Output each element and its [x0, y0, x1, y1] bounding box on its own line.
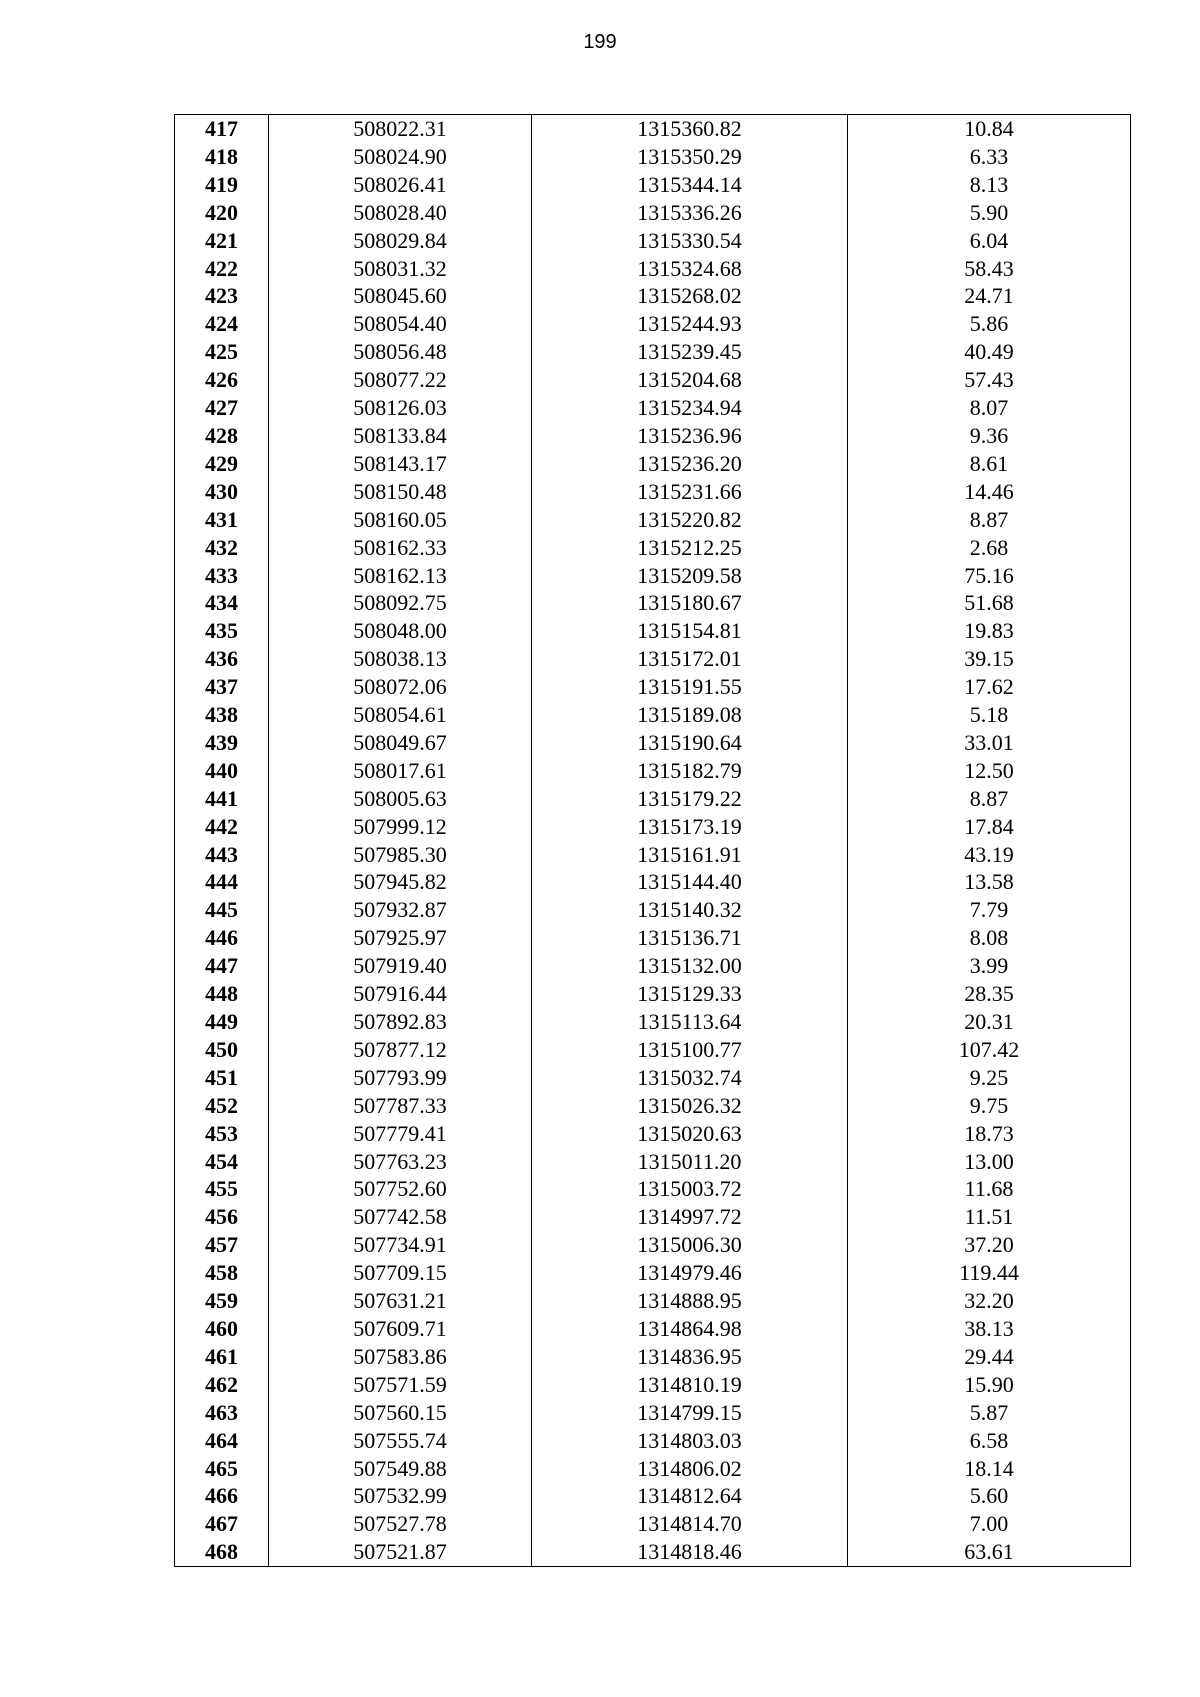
x-coordinate-cell: 508017.61: [269, 757, 532, 785]
point-number-cell: 438: [175, 701, 269, 729]
table-row: [175, 338, 1131, 366]
point-number-cell: 440: [175, 757, 269, 785]
table-row: [175, 645, 1131, 673]
y-coordinate-cell: 1314836.95: [532, 1343, 848, 1371]
table-row: [175, 1538, 1131, 1566]
y-coordinate-cell: 1314799.15: [532, 1399, 848, 1427]
distance-cell: 57.43: [848, 366, 1131, 394]
x-coordinate-cell: 507549.88: [269, 1455, 532, 1483]
point-number-cell: 466: [175, 1482, 269, 1510]
point-number-cell: 418: [175, 143, 269, 171]
point-number-cell: 464: [175, 1427, 269, 1455]
point-number-cell: 439: [175, 729, 269, 757]
point-number-cell: 468: [175, 1538, 269, 1566]
y-coordinate-cell: 1314814.70: [532, 1510, 848, 1538]
x-coordinate-cell: 508077.22: [269, 366, 532, 394]
x-coordinate-cell: 507892.83: [269, 1008, 532, 1036]
distance-cell: 39.15: [848, 645, 1131, 673]
y-coordinate-cell: 1315172.01: [532, 645, 848, 673]
distance-cell: 6.04: [848, 227, 1131, 255]
x-coordinate-cell: 507560.15: [269, 1399, 532, 1427]
distance-cell: 7.79: [848, 896, 1131, 924]
table-row: [175, 506, 1131, 534]
y-coordinate-cell: 1315100.77: [532, 1036, 848, 1064]
table-row: [175, 785, 1131, 813]
y-coordinate-cell: 1315231.66: [532, 478, 848, 506]
distance-cell: 5.90: [848, 199, 1131, 227]
distance-cell: 12.50: [848, 757, 1131, 785]
distance-cell: 63.61: [848, 1538, 1131, 1566]
distance-cell: 29.44: [848, 1343, 1131, 1371]
distance-cell: 107.42: [848, 1036, 1131, 1064]
y-coordinate-cell: 1315244.93: [532, 310, 848, 338]
table-row: [175, 1175, 1131, 1203]
x-coordinate-cell: 508005.63: [269, 785, 532, 813]
distance-cell: 51.68: [848, 589, 1131, 617]
x-coordinate-cell: 507932.87: [269, 896, 532, 924]
point-number-cell: 429: [175, 450, 269, 478]
distance-cell: 8.87: [848, 506, 1131, 534]
table-row: [175, 1064, 1131, 1092]
table-row: [175, 1259, 1131, 1287]
distance-cell: 8.13: [848, 171, 1131, 199]
table-row: [175, 1008, 1131, 1036]
table-row: [175, 478, 1131, 506]
point-number-cell: 462: [175, 1371, 269, 1399]
y-coordinate-cell: 1315360.82: [532, 115, 848, 143]
point-number-cell: 455: [175, 1175, 269, 1203]
x-coordinate-cell: 507787.33: [269, 1092, 532, 1120]
table-row: [175, 924, 1131, 952]
x-coordinate-cell: 508022.31: [269, 115, 532, 143]
x-coordinate-cell: 507919.40: [269, 952, 532, 980]
table-row: [175, 1371, 1131, 1399]
x-coordinate-cell: 507571.59: [269, 1371, 532, 1399]
x-coordinate-cell: 508031.32: [269, 255, 532, 283]
page-number: 199: [583, 31, 617, 53]
table-row: [175, 896, 1131, 924]
point-number-cell: 461: [175, 1343, 269, 1371]
x-coordinate-cell: 507631.21: [269, 1287, 532, 1315]
y-coordinate-cell: 1315236.20: [532, 450, 848, 478]
x-coordinate-cell: 508133.84: [269, 422, 532, 450]
distance-cell: 8.87: [848, 785, 1131, 813]
y-coordinate-cell: 1315234.94: [532, 394, 848, 422]
table-row: [175, 534, 1131, 562]
x-coordinate-cell: 508049.67: [269, 729, 532, 757]
point-number-cell: 453: [175, 1120, 269, 1148]
table-row: [175, 143, 1131, 171]
x-coordinate-cell: 507609.71: [269, 1315, 532, 1343]
table-row: [175, 1510, 1131, 1538]
point-number-cell: 445: [175, 896, 269, 924]
distance-cell: 38.13: [848, 1315, 1131, 1343]
y-coordinate-cell: 1315154.81: [532, 617, 848, 645]
table-row: [175, 980, 1131, 1008]
point-number-cell: 456: [175, 1203, 269, 1231]
table-row: [175, 813, 1131, 841]
point-number-cell: 437: [175, 673, 269, 701]
y-coordinate-cell: 1315330.54: [532, 227, 848, 255]
y-coordinate-cell: 1315161.91: [532, 841, 848, 869]
x-coordinate-cell: 508092.75: [269, 589, 532, 617]
point-number-cell: 457: [175, 1231, 269, 1259]
point-number-cell: 425: [175, 338, 269, 366]
y-coordinate-cell: 1315189.08: [532, 701, 848, 729]
distance-cell: 17.62: [848, 673, 1131, 701]
point-number-cell: 422: [175, 255, 269, 283]
table-row: [175, 1482, 1131, 1510]
y-coordinate-cell: 1315268.02: [532, 282, 848, 310]
point-number-cell: 426: [175, 366, 269, 394]
x-coordinate-cell: 507752.60: [269, 1175, 532, 1203]
y-coordinate-cell: 1315336.26: [532, 199, 848, 227]
table-row: [175, 310, 1131, 338]
x-coordinate-cell: 508038.13: [269, 645, 532, 673]
point-number-cell: 433: [175, 562, 269, 590]
distance-cell: 7.00: [848, 1510, 1131, 1538]
x-coordinate-cell: 507742.58: [269, 1203, 532, 1231]
table-row: [175, 394, 1131, 422]
distance-cell: 10.84: [848, 115, 1131, 143]
x-coordinate-cell: 507583.86: [269, 1343, 532, 1371]
point-number-cell: 463: [175, 1399, 269, 1427]
y-coordinate-cell: 1315180.67: [532, 589, 848, 617]
distance-cell: 3.99: [848, 952, 1131, 980]
y-coordinate-cell: 1314803.03: [532, 1427, 848, 1455]
distance-cell: 24.71: [848, 282, 1131, 310]
table-row: [175, 282, 1131, 310]
y-coordinate-cell: 1315324.68: [532, 255, 848, 283]
point-number-cell: 447: [175, 952, 269, 980]
y-coordinate-cell: 1314810.19: [532, 1371, 848, 1399]
table-row: [175, 757, 1131, 785]
y-coordinate-cell: 1314997.72: [532, 1203, 848, 1231]
distance-cell: 11.68: [848, 1175, 1131, 1203]
distance-cell: 5.60: [848, 1482, 1131, 1510]
point-number-cell: 443: [175, 841, 269, 869]
y-coordinate-cell: 1315136.71: [532, 924, 848, 952]
distance-cell: 75.16: [848, 562, 1131, 590]
table-row: [175, 115, 1131, 143]
y-coordinate-cell: 1315209.58: [532, 562, 848, 590]
point-number-cell: 435: [175, 617, 269, 645]
y-coordinate-cell: 1315032.74: [532, 1064, 848, 1092]
distance-cell: 9.36: [848, 422, 1131, 450]
point-number-cell: 449: [175, 1008, 269, 1036]
table-row: [175, 227, 1131, 255]
table-row: [175, 701, 1131, 729]
y-coordinate-cell: 1315212.25: [532, 534, 848, 562]
point-number-cell: 432: [175, 534, 269, 562]
x-coordinate-cell: 507521.87: [269, 1538, 532, 1566]
x-coordinate-cell: 507877.12: [269, 1036, 532, 1064]
x-coordinate-cell: 508024.90: [269, 143, 532, 171]
x-coordinate-cell: 507793.99: [269, 1064, 532, 1092]
x-coordinate-cell: 507555.74: [269, 1427, 532, 1455]
table-row: [175, 1427, 1131, 1455]
distance-cell: 14.46: [848, 478, 1131, 506]
point-number-cell: 450: [175, 1036, 269, 1064]
distance-cell: 6.58: [848, 1427, 1131, 1455]
distance-cell: 5.87: [848, 1399, 1131, 1427]
y-coordinate-cell: 1315020.63: [532, 1120, 848, 1148]
x-coordinate-cell: 508056.48: [269, 338, 532, 366]
distance-cell: 40.49: [848, 338, 1131, 366]
point-number-cell: 419: [175, 171, 269, 199]
point-number-cell: 428: [175, 422, 269, 450]
table-row: [175, 1343, 1131, 1371]
point-number-cell: 441: [175, 785, 269, 813]
table-row: [175, 199, 1131, 227]
distance-cell: 119.44: [848, 1259, 1131, 1287]
point-number-cell: 460: [175, 1315, 269, 1343]
table-row: [175, 1203, 1131, 1231]
x-coordinate-cell: 507999.12: [269, 813, 532, 841]
y-coordinate-cell: 1315239.45: [532, 338, 848, 366]
x-coordinate-cell: 508160.05: [269, 506, 532, 534]
point-number-cell: 451: [175, 1064, 269, 1092]
x-coordinate-cell: 507945.82: [269, 868, 532, 896]
point-number-cell: 424: [175, 310, 269, 338]
distance-cell: 2.68: [848, 534, 1131, 562]
distance-cell: 9.25: [848, 1064, 1131, 1092]
coordinates-table-body: [175, 115, 1131, 1567]
distance-cell: 8.08: [848, 924, 1131, 952]
table-row: [175, 952, 1131, 980]
point-number-cell: 458: [175, 1259, 269, 1287]
x-coordinate-cell: 507709.15: [269, 1259, 532, 1287]
table-row: [175, 562, 1131, 590]
y-coordinate-cell: 1315140.32: [532, 896, 848, 924]
point-number-cell: 467: [175, 1510, 269, 1538]
table-row: [175, 729, 1131, 757]
table-row: [175, 422, 1131, 450]
distance-cell: 43.19: [848, 841, 1131, 869]
x-coordinate-cell: 507925.97: [269, 924, 532, 952]
point-number-cell: 465: [175, 1455, 269, 1483]
x-coordinate-cell: 507779.41: [269, 1120, 532, 1148]
point-number-cell: 417: [175, 115, 269, 143]
table-row: [175, 366, 1131, 394]
x-coordinate-cell: 508028.40: [269, 199, 532, 227]
table-row: [175, 1036, 1131, 1064]
point-number-cell: 430: [175, 478, 269, 506]
distance-cell: 11.51: [848, 1203, 1131, 1231]
table-row: [175, 1148, 1131, 1176]
distance-cell: 13.58: [848, 868, 1131, 896]
distance-cell: 8.07: [848, 394, 1131, 422]
distance-cell: 8.61: [848, 450, 1131, 478]
y-coordinate-cell: 1315179.22: [532, 785, 848, 813]
distance-cell: 37.20: [848, 1231, 1131, 1259]
y-coordinate-cell: 1314888.95: [532, 1287, 848, 1315]
distance-cell: 15.90: [848, 1371, 1131, 1399]
x-coordinate-cell: 507527.78: [269, 1510, 532, 1538]
y-coordinate-cell: 1315144.40: [532, 868, 848, 896]
table-row: [175, 841, 1131, 869]
point-number-cell: 452: [175, 1092, 269, 1120]
distance-cell: 13.00: [848, 1148, 1131, 1176]
table-row: [175, 1315, 1131, 1343]
table-row: [175, 617, 1131, 645]
distance-cell: 20.31: [848, 1008, 1131, 1036]
y-coordinate-cell: 1315006.30: [532, 1231, 848, 1259]
distance-cell: 9.75: [848, 1092, 1131, 1120]
x-coordinate-cell: 508072.06: [269, 673, 532, 701]
x-coordinate-cell: 508045.60: [269, 282, 532, 310]
point-number-cell: 442: [175, 813, 269, 841]
distance-cell: 32.20: [848, 1287, 1131, 1315]
y-coordinate-cell: 1315204.68: [532, 366, 848, 394]
y-coordinate-cell: 1315191.55: [532, 673, 848, 701]
y-coordinate-cell: 1315026.32: [532, 1092, 848, 1120]
y-coordinate-cell: 1315236.96: [532, 422, 848, 450]
x-coordinate-cell: 508029.84: [269, 227, 532, 255]
table-row: [175, 1287, 1131, 1315]
y-coordinate-cell: 1315113.64: [532, 1008, 848, 1036]
point-number-cell: 454: [175, 1148, 269, 1176]
table-row: [175, 589, 1131, 617]
distance-cell: 17.84: [848, 813, 1131, 841]
point-number-cell: 459: [175, 1287, 269, 1315]
point-number-cell: 427: [175, 394, 269, 422]
x-coordinate-cell: 508150.48: [269, 478, 532, 506]
y-coordinate-cell: 1315129.33: [532, 980, 848, 1008]
table-row: [175, 1092, 1131, 1120]
table-row: [175, 1231, 1131, 1259]
x-coordinate-cell: 508026.41: [269, 171, 532, 199]
point-number-cell: 434: [175, 589, 269, 617]
x-coordinate-cell: 508054.40: [269, 310, 532, 338]
x-coordinate-cell: 507532.99: [269, 1482, 532, 1510]
distance-cell: 5.18: [848, 701, 1131, 729]
x-coordinate-cell: 508054.61: [269, 701, 532, 729]
point-number-cell: 448: [175, 980, 269, 1008]
x-coordinate-cell: 507734.91: [269, 1231, 532, 1259]
x-coordinate-cell: 508126.03: [269, 394, 532, 422]
y-coordinate-cell: 1315173.19: [532, 813, 848, 841]
table-row: [175, 1399, 1131, 1427]
point-number-cell: 421: [175, 227, 269, 255]
y-coordinate-cell: 1314818.46: [532, 1538, 848, 1566]
y-coordinate-cell: 1315190.64: [532, 729, 848, 757]
x-coordinate-cell: 508162.13: [269, 562, 532, 590]
point-number-cell: 431: [175, 506, 269, 534]
table-row: [175, 255, 1131, 283]
x-coordinate-cell: 508162.33: [269, 534, 532, 562]
distance-cell: 58.43: [848, 255, 1131, 283]
y-coordinate-cell: 1314812.64: [532, 1482, 848, 1510]
y-coordinate-cell: 1315011.20: [532, 1148, 848, 1176]
table-row: [175, 1120, 1131, 1148]
y-coordinate-cell: 1315182.79: [532, 757, 848, 785]
distance-cell: 6.33: [848, 143, 1131, 171]
y-coordinate-cell: 1315344.14: [532, 171, 848, 199]
x-coordinate-cell: 508048.00: [269, 617, 532, 645]
coordinates-table: [174, 114, 1131, 1567]
table-row: [175, 673, 1131, 701]
x-coordinate-cell: 507985.30: [269, 841, 532, 869]
x-coordinate-cell: 507916.44: [269, 980, 532, 1008]
y-coordinate-cell: 1315132.00: [532, 952, 848, 980]
table-row: [175, 171, 1131, 199]
distance-cell: 19.83: [848, 617, 1131, 645]
point-number-cell: 436: [175, 645, 269, 673]
y-coordinate-cell: 1314864.98: [532, 1315, 848, 1343]
point-number-cell: 423: [175, 282, 269, 310]
table-row: [175, 450, 1131, 478]
distance-cell: 28.35: [848, 980, 1131, 1008]
table-row: [175, 1455, 1131, 1483]
x-coordinate-cell: 508143.17: [269, 450, 532, 478]
y-coordinate-cell: 1315350.29: [532, 143, 848, 171]
point-number-cell: 444: [175, 868, 269, 896]
y-coordinate-cell: 1315220.82: [532, 506, 848, 534]
y-coordinate-cell: 1315003.72: [532, 1175, 848, 1203]
distance-cell: 33.01: [848, 729, 1131, 757]
distance-cell: 5.86: [848, 310, 1131, 338]
table-row: [175, 868, 1131, 896]
y-coordinate-cell: 1314979.46: [532, 1259, 848, 1287]
x-coordinate-cell: 507763.23: [269, 1148, 532, 1176]
distance-cell: 18.14: [848, 1455, 1131, 1483]
y-coordinate-cell: 1314806.02: [532, 1455, 848, 1483]
point-number-cell: 446: [175, 924, 269, 952]
point-number-cell: 420: [175, 199, 269, 227]
distance-cell: 18.73: [848, 1120, 1131, 1148]
